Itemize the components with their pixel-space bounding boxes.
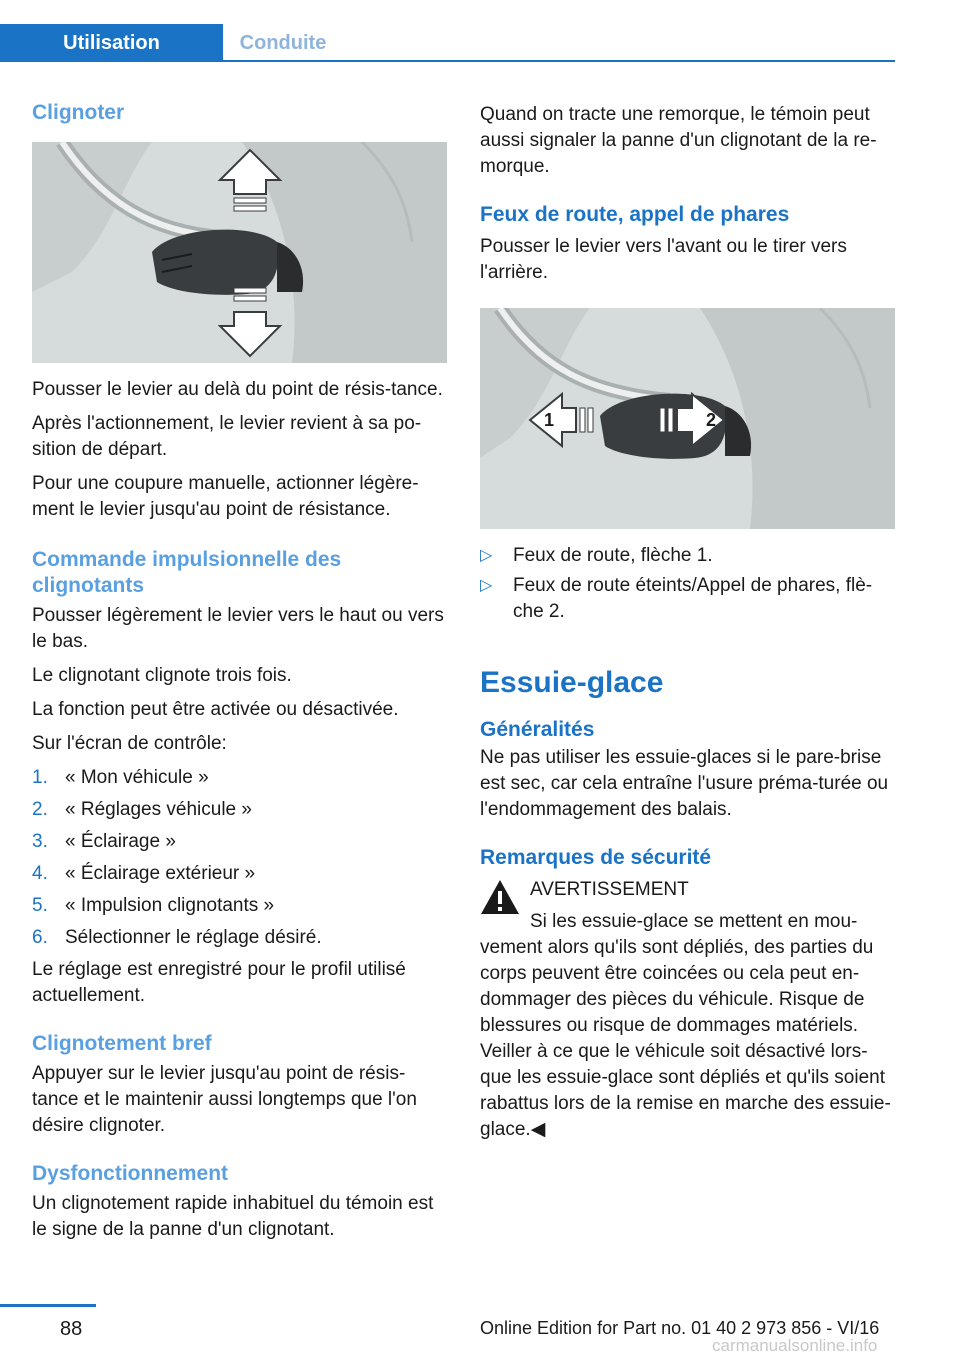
tab-conduite[interactable]: Conduite — [239, 32, 327, 54]
triangle-bullet-icon: ▷ — [480, 547, 493, 564]
list-item — [32, 861, 447, 887]
arrow-label-1: 1 — [544, 410, 555, 430]
chapter-tabbar — [0, 24, 895, 62]
figure-high-beam-lever — [480, 308, 895, 529]
feux-paragraph: Pousser le levier vers l'avant ou le tirer vers l'arrière. — [480, 236, 847, 283]
warning-text-first-line: Si les essuie-glace se mettent en mou- — [530, 911, 858, 932]
impulse-paragraph-4: Sur l'écran de contrôle: — [32, 733, 227, 754]
list-item — [480, 573, 895, 625]
section-title-clignotement-bref: Clignotement bref — [32, 1032, 212, 1055]
warning-triangle-icon — [480, 879, 520, 915]
step-text: « Impulsion clignotants » — [65, 895, 275, 916]
warning-text: vement alors qu'ils sont dépliés, des parties du corps peuvent être coincées ou cela peut en-dommager des pièces du véhicule. Risque de blessures ou risque de dommages matériels. Veiller à ce que le véhicule soit désactivé lors-que les essuie-glace sont dépliés et qu'ils soient rabattus lors de la remise en marche des essuie-glace.◀ — [480, 937, 891, 1140]
bref-paragraph: Appuyer sur le levier jusqu'au point de résis-tance et le maintenir aussi longtemps que l'on désire clignoter. — [32, 1063, 417, 1136]
step-number: 2. — [32, 799, 48, 820]
step-number: 3. — [32, 831, 48, 852]
triangle-bullet-icon: ▷ — [480, 577, 493, 594]
section-title-dysfonctionnement: Dysfonctionnement — [32, 1162, 229, 1185]
bullet-text: Feux de route éteints/Appel de phares, flè-che 2. — [513, 575, 873, 622]
clignoter-paragraph-2: Après l'actionnement, le levier revient à sa po-sition de départ. — [32, 413, 422, 460]
section-title-impulse: Commande impulsionnelle des clignotants — [32, 548, 342, 597]
list-item — [32, 893, 447, 919]
impulse-paragraph-1: Pousser légèrement le levier vers le haut ou vers le bas. — [32, 605, 444, 652]
section-title-feux-de-route: Feux de route, appel de phares — [480, 203, 790, 226]
lever-up-down-illustration — [32, 142, 447, 363]
section-title-clignoter: Clignoter — [32, 101, 125, 124]
step-text: « Réglages véhicule » — [65, 799, 252, 820]
dys-paragraph: Un clignotement rapide inhabituel du témoin est le signe de la panne d'un clignotant. — [32, 1193, 434, 1240]
section-title-securite: Remarques de sécurité — [480, 846, 712, 869]
figure-turn-signal-lever — [32, 142, 447, 363]
list-item — [32, 797, 447, 823]
chapter-title-essuie-glace: Essuie-glace — [480, 666, 664, 699]
impulse-paragraph-3: La fonction peut être activée ou désactivée. — [32, 699, 399, 720]
section-title-generalites: Généralités — [480, 718, 595, 741]
step-number: 6. — [32, 927, 48, 948]
step-text: « Éclairage » — [65, 831, 176, 852]
footer-rule — [0, 1304, 96, 1307]
impulse-paragraph-2: Le clignotant clignote trois fois. — [32, 665, 292, 686]
warning-block — [480, 877, 895, 1143]
watermark: carmanualsonline.info — [712, 1336, 878, 1355]
left-column — [32, 100, 447, 1243]
tab-utilisation[interactable]: Utilisation — [0, 24, 223, 62]
impulse-paragraph-5: Le réglage est enregistré pour le profil utilisé actuellement. — [32, 959, 406, 1006]
generalites-paragraph: Ne pas utiliser les essuie-glaces si le pare-brise est sec, car cela entraîne l'usure préma-turée ou l'endommagement des balais. — [480, 747, 889, 820]
step-text: « Éclairage extérieur » — [65, 863, 256, 884]
page-number: 88 — [60, 1318, 83, 1340]
right-column — [480, 100, 895, 1143]
step-number: 5. — [32, 895, 48, 916]
clignoter-paragraph-1: Pousser le levier au delà du point de résis-tance. — [32, 379, 443, 400]
feux-bullet-list — [480, 543, 895, 625]
list-item — [32, 829, 447, 855]
trailer-paragraph: Quand on tracte une remorque, le témoin peut aussi signaler la panne d'un clignotant de la re-morque. — [480, 104, 877, 177]
lever-forward-back-illustration — [480, 308, 895, 529]
step-text: Sélectionner le réglage désiré. — [65, 927, 322, 948]
list-item — [32, 925, 447, 951]
step-number: 1. — [32, 767, 48, 788]
menu-steps-list — [32, 765, 447, 951]
bullet-text: Feux de route, flèche 1. — [513, 545, 713, 566]
header-rule — [223, 60, 895, 62]
step-text: « Mon véhicule » — [65, 767, 209, 788]
clignoter-paragraph-3: Pour une coupure manuelle, actionner légère-ment le levier jusqu'au point de résistance. — [32, 473, 419, 520]
step-number: 4. — [32, 863, 48, 884]
list-item — [480, 543, 895, 569]
list-item — [32, 765, 447, 791]
warning-title: AVERTISSEMENT — [530, 879, 689, 900]
online-edition-text: Online Edition for Part no. 01 40 2 973 856 - VI/16 — [480, 1318, 880, 1338]
arrow-label-2: 2 — [706, 410, 717, 430]
